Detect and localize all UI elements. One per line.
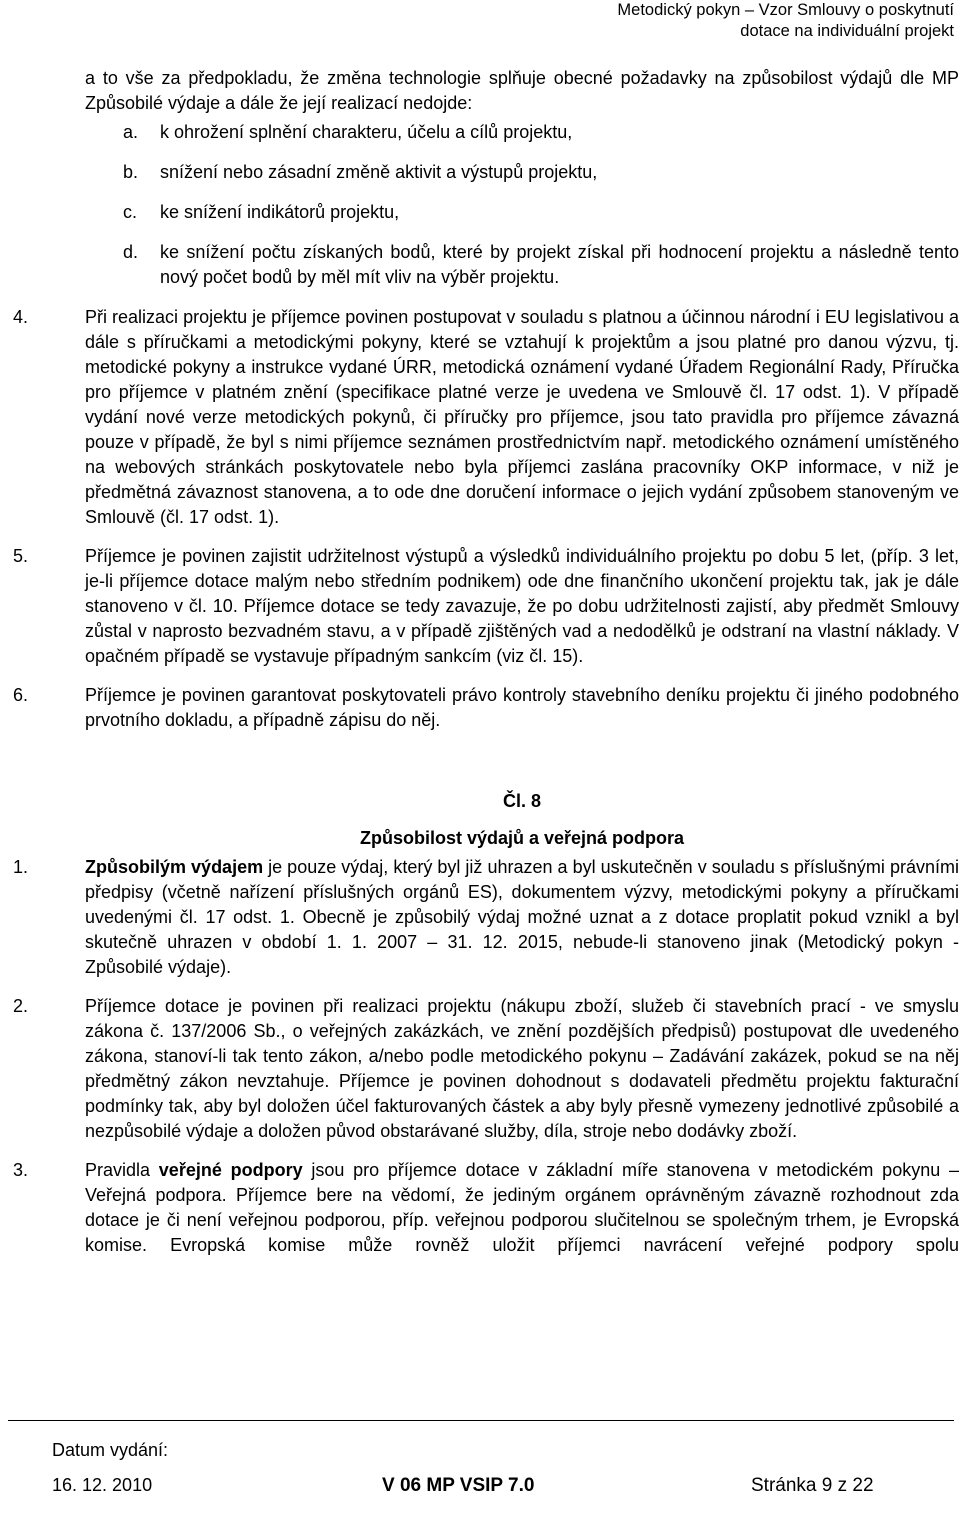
point-number: 1.	[13, 857, 29, 877]
list-item-text: ke snížení počtu získaných bodů, které by projekt získal při hodnocení projektu a následně tento nový počet bodů by měl mít vliv na výběr projektu.	[160, 242, 959, 287]
article-title: Způsobilost výdajů a veřejná podpora	[359, 828, 685, 848]
list-item-text: k ohrožení splnění charakteru, účelu a cílů projektu,	[160, 122, 573, 142]
point-text: Příjemce dotace je povinen při realizaci projektu (nákupu zboží, služeb či stavebních prací - ve smyslu zákona č. 137/2006 Sb., o veřejných zakázkách, ve znění pozdějších předpisů) postupovat dle uvedeného zákona, stanoví-li tak tento zákon, a/nebo podle metodického pokynu – Zadávání zakázek, pokud se na něj předmětný zákon nevztahuje. Příjemce je povinen dohodnout s dodavateli předmětu projektu fakturační podmínky tak, aby byl doložen účel fakturovaných částek a aby byly přesně vymezeny jednotlivé způsobilé a nezpůsobilé výdaje a doložen původ obstarávané služby, díla, stroje nebo dodávky zboží.	[85, 996, 959, 1141]
footer-date: 16. 12. 2010	[52, 1475, 153, 1495]
page-header	[617, 0, 954, 42]
list-marker: b.	[123, 162, 139, 182]
list-item	[85, 120, 959, 145]
point-number: 6.	[13, 685, 29, 705]
list-item	[85, 160, 959, 185]
article-point-1	[13, 855, 959, 980]
point-text: Příjemce je povinen zajistit udržitelnost výstupů a výsledků individuálního projektu po dobu 5 let, (příp. 3 let, je-li příjemce dotace malým nebo středním podnikem) ode dne finančního ukončení projektu tak, jak je dále stanoveno v čl. 10. Příjemce dotace se tedy zavazuje, že po dobu udržitelnosti zajistí, aby předmět Smlouvy zůstal v naprosto bezvadném stavu, a v případě zjištěných vad a nedodělků je odstraní na vlastní náklady. V opačném případě se vystavuje případným sankcím (viz čl. 15).	[85, 546, 959, 666]
list-marker: d.	[123, 242, 139, 262]
list-item	[85, 200, 959, 225]
list-item-text: snížení nebo zásadní změně aktivit a výstupů projektu,	[160, 162, 598, 182]
list-marker: a.	[123, 122, 139, 142]
article-number: Čl. 8	[502, 791, 541, 811]
list-item	[85, 240, 959, 290]
point-number: 4.	[13, 307, 29, 327]
bold-term: Způsobilým výdajem	[85, 857, 264, 877]
point-number: 5.	[13, 546, 29, 566]
numbered-point-6	[13, 683, 959, 733]
footer-date-label: Datum vydání:	[52, 1440, 169, 1460]
list-item-text: ke snížení indikátorů projektu,	[160, 202, 400, 222]
footer-doc-code: V 06 MP VSIP 7.0	[382, 1475, 535, 1496]
point-number: 3.	[13, 1160, 29, 1180]
document-body	[13, 66, 959, 1258]
footer-date-block	[52, 1433, 168, 1503]
footer-page-number: Stránka 9 z 22	[751, 1475, 874, 1496]
point-text: Při realizaci projektu je příjemce povinen postupovat v souladu s platnou a účinnou národní i EU legislativou a dále s příručkami a metodickými pokyny, které se vztahují k projektům a jsou platné pro danou výzvu, tj. metodické pokyny a instrukce vydané ÚRR, metodická oznámení vydané Úřadem Regionální Rady, Příručka pro příjemce v platném znění (specifikace platné verze je uvedena ve Smlouvě čl. 17 odst. 1). V případě vydání nové verze metodických pokynů, či příručky pro příjemce, jsou tato pravidla pro příjemce závazná pouze v případě, že byl s nimi příjemce seznámen prostřednictvím např. metodického oznámení umístěného na webových stránkách poskytovatele nebo byla příjemci zaslána pracovníky OKP informace, v niž je předmětná závaznost stanovena, a to ode dne doručení informace o jejich vydání způsobem stanoveným ve Smlouvě (čl. 17 odst. 1).	[85, 307, 959, 527]
point-number: 2.	[13, 996, 29, 1016]
header-title-line2: dotace na individuální projekt	[740, 22, 954, 40]
numbered-point-4	[13, 305, 959, 530]
point-text: Způsobilým výdajem je pouze výdaj, který byl již uhrazen a byl uskutečněn v souladu s příslušnými právními předpisy (včetně nařízení příslušných orgánů ES), dokumentem výzvy, metodickými pokyny a příručkami uvedenými čl. 17 odst. 1. Obecně je způsobilý výdaj možné uznat a z dotace proplatit pokud vznikl a byl skutečně uhrazen v období 1. 1. 2007 – 31. 12. 2015, nebude-li stanoveno jinak (Metodický pokyn - Způsobilé výdaje).	[85, 857, 959, 977]
page-footer	[8, 1421, 954, 1525]
list-marker: c.	[123, 202, 138, 222]
article-point-3	[13, 1158, 959, 1258]
numbered-point-5	[13, 544, 959, 669]
article-point-2	[13, 994, 959, 1144]
intro-paragraph: a to vše za předpokladu, že změna technologie splňuje obecné požadavky na způsobilost výdajů dle MP Způsobilé výdaje a dále že její realizací nedojde:	[85, 68, 959, 113]
point-text: Pravidla veřejné podpory jsou pro příjemce dotace v základní míře stanovena v metodickém pokynu – Veřejná podpora. Příjemce bere na vědomí, že jediným orgánem oprávněným závazně rozhodnout zda dotace je či není veřejnou podporou, příp. veřejnou podporou slučitelnou se společným trhem, je Evropská komise. Evropská komise může rovněž uložit příjemci navrácení veřejné podpory spolu	[85, 1160, 959, 1255]
point-text: Příjemce je povinen garantovat poskytovateli právo kontroly stavebního deníku projektu či jiného podobného prvotního dokladu, a případně zápisu do něj.	[85, 685, 959, 730]
header-title-line1: Metodický pokyn – Vzor Smlouvy o poskytnutí	[617, 1, 954, 19]
bold-term: veřejné podpory	[158, 1160, 303, 1180]
